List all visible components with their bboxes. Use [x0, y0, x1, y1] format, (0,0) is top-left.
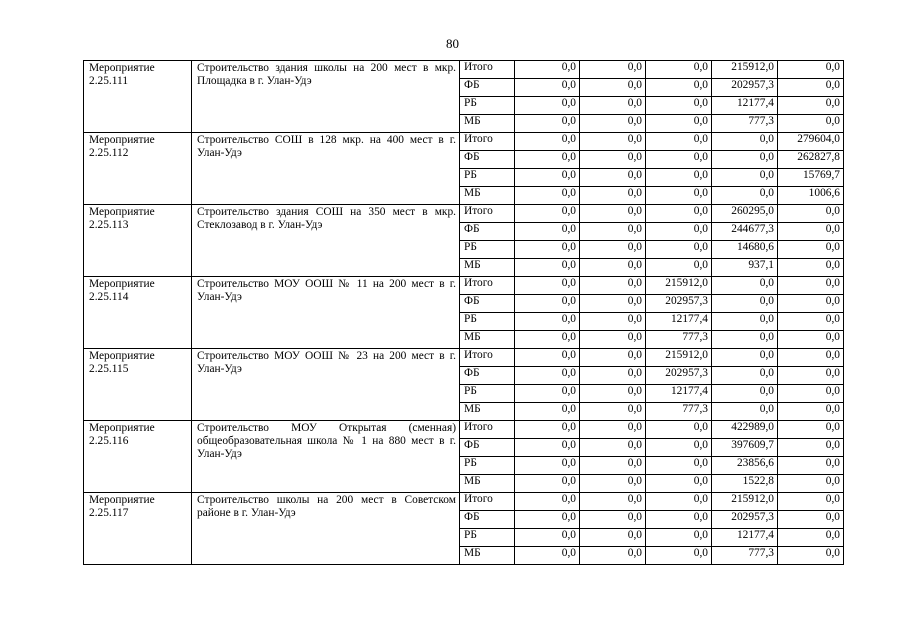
amount-cell: 0,0	[580, 349, 646, 367]
amount-cell: 0,0	[646, 223, 712, 241]
amount-cell: 0,0	[580, 277, 646, 295]
amount-cell: 0,0	[778, 205, 844, 223]
amount-cell: 0,0	[580, 403, 646, 421]
funding-source: Итого	[460, 349, 515, 367]
amount-cell: 0,0	[580, 115, 646, 133]
amount-cell: 0,0	[646, 97, 712, 115]
amount-cell: 0,0	[515, 223, 580, 241]
table-row	[84, 61, 844, 79]
table-row	[84, 277, 844, 295]
amount-cell: 0,0	[778, 529, 844, 547]
funding-source: РБ	[460, 385, 515, 403]
amount-cell: 202957,3	[646, 367, 712, 385]
amount-cell: 0,0	[646, 61, 712, 79]
amount-cell: 0,0	[515, 97, 580, 115]
funding-source: ФБ	[460, 223, 515, 241]
amount-cell: 0,0	[778, 547, 844, 565]
amount-cell: 0,0	[712, 313, 778, 331]
amount-cell: 279604,0	[778, 133, 844, 151]
amount-cell: 0,0	[515, 493, 580, 511]
amount-cell: 0,0	[778, 331, 844, 349]
amount-cell: 0,0	[515, 313, 580, 331]
amount-cell: 0,0	[712, 187, 778, 205]
measure-code: Мероприятие 2.25.114	[84, 277, 192, 349]
funding-source: Итого	[460, 205, 515, 223]
funding-source: ФБ	[460, 151, 515, 169]
amount-cell: 0,0	[515, 169, 580, 187]
amount-cell: 0,0	[778, 223, 844, 241]
amount-cell: 0,0	[515, 421, 580, 439]
funding-source: Итого	[460, 61, 515, 79]
measure-name: Строительство школы на 200 мест в Советском районе в г. Улан-Удэ	[192, 493, 460, 565]
amount-cell: 0,0	[646, 493, 712, 511]
funding-source: МБ	[460, 547, 515, 565]
amount-cell: 1006,6	[778, 187, 844, 205]
amount-cell: 0,0	[515, 403, 580, 421]
amount-cell: 0,0	[580, 475, 646, 493]
amount-cell: 202957,3	[712, 511, 778, 529]
amount-cell: 0,0	[646, 421, 712, 439]
measure-code: Мероприятие 2.25.113	[84, 205, 192, 277]
amount-cell: 0,0	[646, 457, 712, 475]
amount-cell: 0,0	[580, 133, 646, 151]
amount-cell: 0,0	[580, 385, 646, 403]
amount-cell: 0,0	[778, 259, 844, 277]
amount-cell: 0,0	[515, 295, 580, 313]
funding-source: РБ	[460, 97, 515, 115]
amount-cell: 0,0	[646, 511, 712, 529]
funding-source: Итого	[460, 133, 515, 151]
measure-name: Строительство СОШ в 128 мкр. на 400 мест в г. Улан-Удэ	[192, 133, 460, 205]
amount-cell: 0,0	[515, 511, 580, 529]
amount-cell: 0,0	[712, 367, 778, 385]
amount-cell: 0,0	[580, 439, 646, 457]
amount-cell: 0,0	[515, 547, 580, 565]
amount-cell: 12177,4	[712, 529, 778, 547]
amount-cell: 215912,0	[646, 277, 712, 295]
amount-cell: 0,0	[778, 511, 844, 529]
funding-source: МБ	[460, 403, 515, 421]
measure-name: Строительство МОУ Открытая (сменная) общеобразовательная школа № 1 на 880 мест в г. Улан-Удэ	[192, 421, 460, 493]
amount-cell: 0,0	[778, 439, 844, 457]
amount-cell: 0,0	[712, 403, 778, 421]
funding-source: МБ	[460, 475, 515, 493]
amount-cell: 0,0	[712, 385, 778, 403]
amount-cell: 0,0	[580, 61, 646, 79]
amount-cell: 0,0	[580, 169, 646, 187]
amount-cell: 0,0	[778, 457, 844, 475]
amount-cell: 0,0	[778, 313, 844, 331]
amount-cell: 0,0	[712, 349, 778, 367]
amount-cell: 777,3	[712, 547, 778, 565]
amount-cell: 0,0	[515, 349, 580, 367]
amount-cell: 14680,6	[712, 241, 778, 259]
amount-cell: 0,0	[515, 529, 580, 547]
amount-cell: 0,0	[580, 79, 646, 97]
amount-cell: 0,0	[646, 241, 712, 259]
amount-cell: 0,0	[515, 475, 580, 493]
funding-source: РБ	[460, 169, 515, 187]
amount-cell: 202957,3	[712, 79, 778, 97]
amount-cell: 215912,0	[646, 349, 712, 367]
amount-cell: 262827,8	[778, 151, 844, 169]
amount-cell: 0,0	[580, 313, 646, 331]
amount-cell: 23856,6	[712, 457, 778, 475]
table-row	[84, 421, 844, 439]
measure-name: Строительство МОУ ООШ № 11 на 200 мест в г. Улан-Удэ	[192, 277, 460, 349]
amount-cell: 0,0	[646, 169, 712, 187]
table-row	[84, 205, 844, 223]
amount-cell: 0,0	[646, 115, 712, 133]
amount-cell: 0,0	[712, 151, 778, 169]
amount-cell: 12177,4	[646, 313, 712, 331]
amount-cell: 0,0	[778, 367, 844, 385]
amount-cell: 0,0	[646, 529, 712, 547]
amount-cell: 1522,8	[712, 475, 778, 493]
amount-cell: 0,0	[580, 493, 646, 511]
funding-source: ФБ	[460, 79, 515, 97]
amount-cell: 0,0	[778, 295, 844, 313]
amount-cell: 0,0	[580, 367, 646, 385]
amount-cell: 0,0	[580, 421, 646, 439]
funding-source: РБ	[460, 241, 515, 259]
funding-source: МБ	[460, 115, 515, 133]
amount-cell: 0,0	[646, 133, 712, 151]
amount-cell: 0,0	[778, 493, 844, 511]
amount-cell: 0,0	[778, 421, 844, 439]
funding-source: МБ	[460, 259, 515, 277]
table-row	[84, 349, 844, 367]
amount-cell: 0,0	[515, 115, 580, 133]
measure-code: Мероприятие 2.25.112	[84, 133, 192, 205]
amount-cell: 0,0	[580, 547, 646, 565]
funding-source: РБ	[460, 529, 515, 547]
amount-cell: 12177,4	[712, 97, 778, 115]
measure-code: Мероприятие 2.25.116	[84, 421, 192, 493]
funding-source: ФБ	[460, 439, 515, 457]
amount-cell: 777,3	[712, 115, 778, 133]
funding-source: МБ	[460, 331, 515, 349]
amount-cell: 397609,7	[712, 439, 778, 457]
funding-source: Итого	[460, 421, 515, 439]
page-number: 80	[446, 36, 459, 51]
measure-name: Строительство здания школы на 200 мест в мкр. Площадка в г. Улан-Удэ	[192, 61, 460, 133]
measure-name: Строительство МОУ ООШ № 23 на 200 мест в г. Улан-Удэ	[192, 349, 460, 421]
amount-cell: 0,0	[778, 97, 844, 115]
amount-cell: 0,0	[580, 151, 646, 169]
amount-cell: 12177,4	[646, 385, 712, 403]
amount-cell: 0,0	[515, 151, 580, 169]
amount-cell: 0,0	[778, 115, 844, 133]
amount-cell: 202957,3	[646, 295, 712, 313]
funding-source: МБ	[460, 187, 515, 205]
amount-cell: 0,0	[646, 439, 712, 457]
amount-cell: 422989,0	[712, 421, 778, 439]
amount-cell: 0,0	[646, 547, 712, 565]
amount-cell: 0,0	[515, 187, 580, 205]
amount-cell: 0,0	[515, 277, 580, 295]
measure-code: Мероприятие 2.25.117	[84, 493, 192, 565]
amount-cell: 0,0	[646, 79, 712, 97]
amount-cell: 0,0	[580, 187, 646, 205]
amount-cell: 0,0	[515, 385, 580, 403]
table-row	[84, 133, 844, 151]
amount-cell: 0,0	[712, 295, 778, 313]
amount-cell: 0,0	[515, 133, 580, 151]
amount-cell: 0,0	[515, 241, 580, 259]
amount-cell: 0,0	[515, 457, 580, 475]
amount-cell: 0,0	[712, 277, 778, 295]
amount-cell: 215912,0	[712, 493, 778, 511]
amount-cell: 0,0	[646, 205, 712, 223]
amount-cell: 0,0	[515, 61, 580, 79]
amount-cell: 0,0	[646, 187, 712, 205]
amount-cell: 0,0	[580, 205, 646, 223]
funding-source: ФБ	[460, 295, 515, 313]
measure-code: Мероприятие 2.25.111	[84, 61, 192, 133]
amount-cell: 0,0	[580, 529, 646, 547]
funding-source: ФБ	[460, 511, 515, 529]
amount-cell: 0,0	[778, 79, 844, 97]
amount-cell: 0,0	[580, 331, 646, 349]
budget-table	[83, 60, 844, 565]
amount-cell: 937,1	[712, 259, 778, 277]
amount-cell: 777,3	[646, 403, 712, 421]
amount-cell: 260295,0	[712, 205, 778, 223]
funding-source: РБ	[460, 313, 515, 331]
amount-cell: 0,0	[580, 295, 646, 313]
amount-cell: 0,0	[778, 349, 844, 367]
amount-cell: 0,0	[778, 385, 844, 403]
amount-cell: 15769,7	[778, 169, 844, 187]
table-row	[84, 493, 844, 511]
amount-cell: 0,0	[515, 367, 580, 385]
amount-cell: 0,0	[580, 241, 646, 259]
amount-cell: 0,0	[712, 169, 778, 187]
amount-cell: 0,0	[580, 511, 646, 529]
amount-cell: 0,0	[580, 259, 646, 277]
amount-cell: 215912,0	[712, 61, 778, 79]
amount-cell: 0,0	[646, 259, 712, 277]
amount-cell: 0,0	[580, 457, 646, 475]
amount-cell: 0,0	[778, 241, 844, 259]
amount-cell: 0,0	[515, 439, 580, 457]
amount-cell: 244677,3	[712, 223, 778, 241]
amount-cell: 0,0	[712, 331, 778, 349]
amount-cell: 0,0	[778, 403, 844, 421]
amount-cell: 0,0	[515, 79, 580, 97]
amount-cell: 0,0	[580, 97, 646, 115]
amount-cell: 0,0	[712, 133, 778, 151]
amount-cell: 0,0	[646, 151, 712, 169]
funding-source: ФБ	[460, 367, 515, 385]
measure-code: Мероприятие 2.25.115	[84, 349, 192, 421]
funding-source: Итого	[460, 493, 515, 511]
amount-cell: 0,0	[515, 331, 580, 349]
amount-cell: 0,0	[778, 277, 844, 295]
amount-cell: 0,0	[515, 205, 580, 223]
amount-cell: 0,0	[646, 475, 712, 493]
measure-name: Строительство здания СОШ на 350 мест в мкр. Стеклозавод в г. Улан-Удэ	[192, 205, 460, 277]
funding-source: РБ	[460, 457, 515, 475]
amount-cell: 0,0	[580, 223, 646, 241]
amount-cell: 0,0	[778, 475, 844, 493]
funding-source: Итого	[460, 277, 515, 295]
amount-cell: 777,3	[646, 331, 712, 349]
amount-cell: 0,0	[515, 259, 580, 277]
amount-cell: 0,0	[778, 61, 844, 79]
